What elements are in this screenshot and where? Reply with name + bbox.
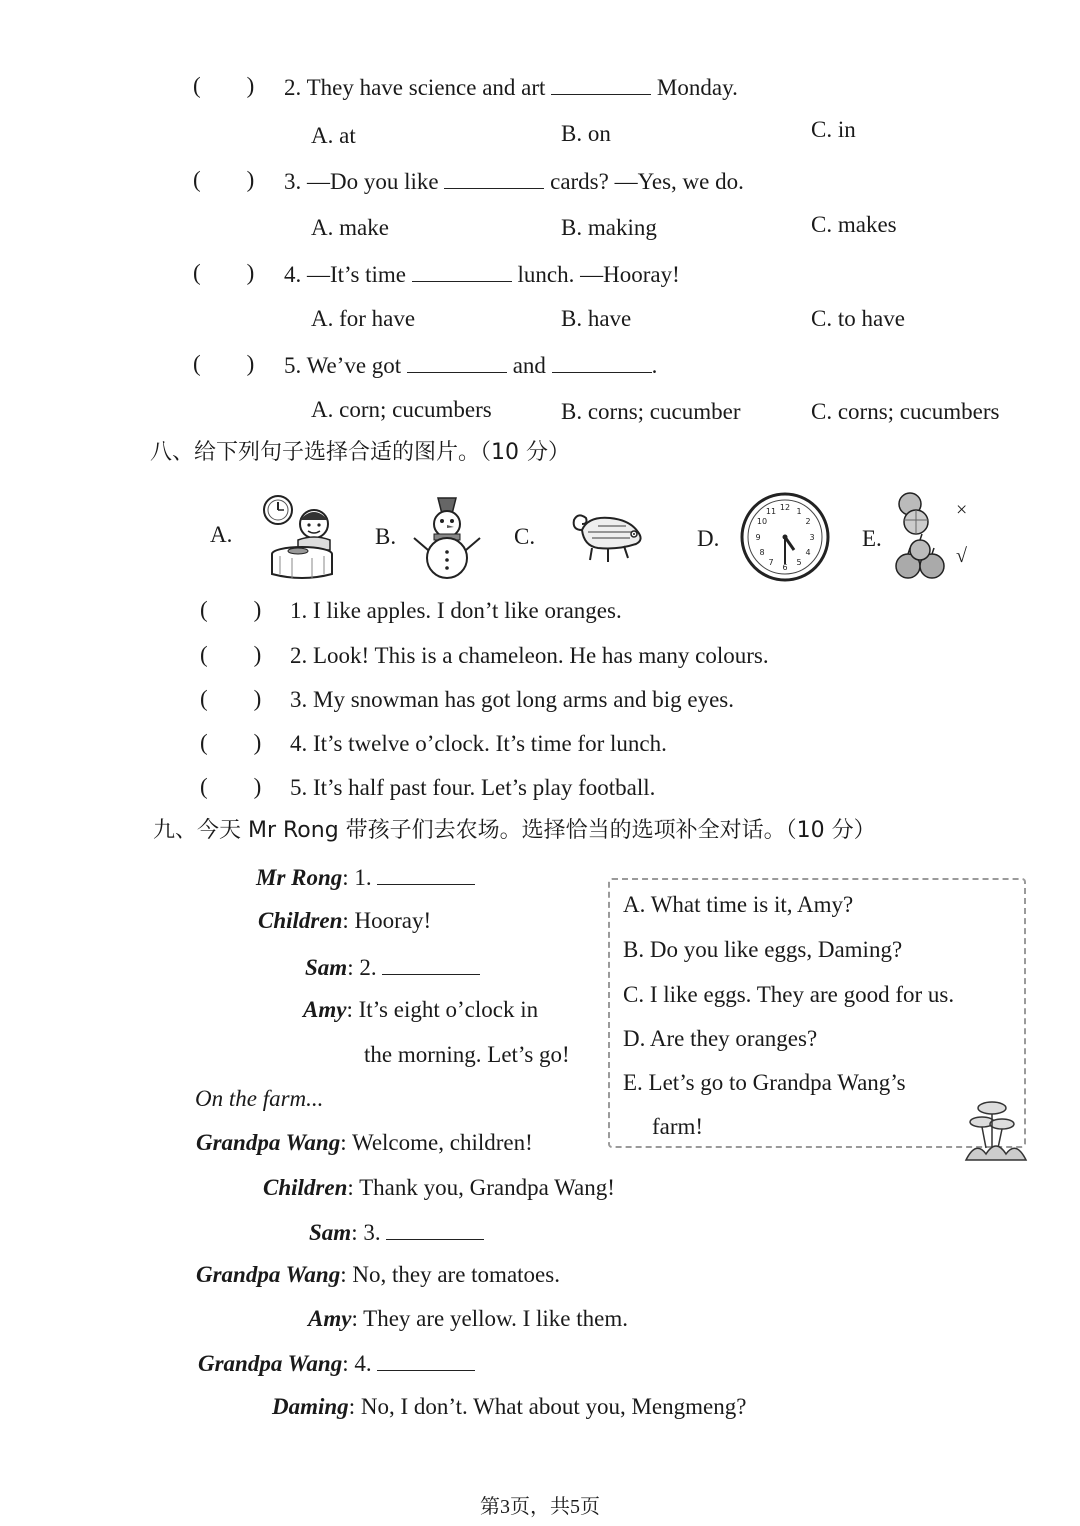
question-text-end: Monday. xyxy=(656,75,738,100)
dialogue-text: : No, I don’t. What about you, Mengmeng? xyxy=(348,1394,747,1419)
oranges-and-apples-icon xyxy=(892,490,952,588)
boy-eating-lunch-with-clock-icon xyxy=(258,494,340,580)
question-3 xyxy=(284,168,744,193)
answer-paren[interactable]: ( ) xyxy=(200,686,262,711)
dialogue-text: : Thank you, Grandpa Wang! xyxy=(347,1175,615,1200)
svg-text:1: 1 xyxy=(796,507,802,516)
dialogue-text: : 1. xyxy=(342,865,372,890)
dialogue-text: : Welcome, children! xyxy=(340,1130,533,1155)
option-a: A. at xyxy=(311,123,356,148)
answer-blank[interactable] xyxy=(386,1219,484,1240)
dialogue-line-8 xyxy=(196,1263,560,1286)
snowman-icon xyxy=(412,494,482,580)
question-text-end: cards? —Yes, we do. xyxy=(550,169,744,194)
sentence-4: 4. It’s twelve o’clock. It’s time for lunch. xyxy=(290,731,667,756)
answer-paren[interactable]: ( ) xyxy=(200,597,262,622)
question-number: 5. xyxy=(284,353,302,378)
speaker-name: Sam xyxy=(309,1220,352,1245)
dialogue-text: : It’s eight o’clock in xyxy=(346,997,539,1022)
dialogue-continuation: the morning. Let’s go! xyxy=(364,1042,570,1067)
dialogue-line-11 xyxy=(272,1395,746,1418)
speaker-name: Grandpa Wang xyxy=(196,1262,341,1287)
answer-blank[interactable] xyxy=(407,352,507,373)
question-text-end: lunch. —Hooray! xyxy=(517,262,680,287)
dialogue-text: : They are yellow. I like them. xyxy=(351,1306,629,1331)
option-a: A. corn; cucumbers xyxy=(311,397,492,422)
question-text-end: . xyxy=(651,353,658,378)
wall-clock-icon xyxy=(740,492,830,582)
svg-text:3: 3 xyxy=(809,533,815,542)
dialogue-text: : Hooray! xyxy=(342,908,432,933)
check-mark: √ xyxy=(956,545,967,567)
dialogue-line-1 xyxy=(256,864,475,889)
answer-paren[interactable]: ( ) xyxy=(193,351,255,376)
svg-text:8: 8 xyxy=(759,548,765,557)
svg-text:6: 6 xyxy=(782,563,788,572)
option-c: C. I like eggs. They are good for us. xyxy=(623,982,955,1007)
section-8-heading: 八、给下列句子选择合适的图片。（10 分） xyxy=(150,440,570,465)
page-footer: 第3页，共5页 xyxy=(480,1496,600,1518)
mushroom-flower-icon xyxy=(962,1098,1030,1168)
option-b: B. making xyxy=(561,215,657,240)
option-a: A. for have xyxy=(311,306,416,331)
svg-text:12: 12 xyxy=(779,503,791,512)
speaker-name: Amy xyxy=(303,997,347,1022)
svg-text:11: 11 xyxy=(765,507,777,516)
dialogue-line-7 xyxy=(309,1219,484,1244)
speaker-name: Children xyxy=(258,908,343,933)
answer-blank[interactable] xyxy=(412,261,512,282)
question-text: —Do you like xyxy=(307,169,439,194)
option-a: A. What time is it, Amy? xyxy=(623,892,854,917)
dialogue-line-4 xyxy=(303,998,538,1021)
dialogue-text: : No, they are tomatoes. xyxy=(340,1262,560,1287)
dialogue-text: : 4. xyxy=(342,1351,372,1376)
chameleon-icon xyxy=(568,508,650,568)
sentence-2: 2. Look! This is a chameleon. He has many colours. xyxy=(290,643,769,668)
answer-paren[interactable]: ( ) xyxy=(200,774,262,799)
option-e-continuation: farm! xyxy=(652,1114,704,1139)
dialogue-line-6 xyxy=(263,1176,615,1199)
answer-blank[interactable] xyxy=(444,168,544,189)
dialogue-line-5 xyxy=(196,1131,533,1154)
answer-paren[interactable]: ( ) xyxy=(200,730,262,755)
section-9-heading: 九、今天 Mr Rong 带孩子们去农场。选择恰当的选项补全对话。（10 分） xyxy=(153,818,876,843)
sentence-5: 5. It’s half past four. Let’s play football. xyxy=(290,775,656,800)
dialogue-line-9 xyxy=(308,1307,628,1330)
question-text: and xyxy=(512,353,546,378)
dialogue-line-2 xyxy=(258,909,431,932)
sentence-1: 1. I like apples. I don’t like oranges. xyxy=(290,598,622,623)
cross-mark: × xyxy=(956,499,968,521)
question-number: 2. xyxy=(284,75,302,100)
svg-text:9: 9 xyxy=(755,533,761,542)
question-4 xyxy=(284,261,680,286)
speaker-name: Grandpa Wang xyxy=(196,1130,341,1155)
answer-blank[interactable] xyxy=(552,352,652,373)
question-number: 4. xyxy=(284,262,302,287)
question-5 xyxy=(284,352,657,377)
svg-text:5: 5 xyxy=(796,558,802,567)
option-d: D. Are they oranges? xyxy=(623,1026,818,1051)
scene-note: On the farm... xyxy=(195,1086,324,1111)
picture-letter-a: A. xyxy=(210,522,233,547)
svg-text:10: 10 xyxy=(756,517,768,526)
speaker-name: Sam xyxy=(305,955,348,980)
answer-blank[interactable] xyxy=(377,1350,475,1371)
question-text: They have science and art xyxy=(306,75,546,100)
speaker-name: Amy xyxy=(308,1306,352,1331)
answer-blank[interactable] xyxy=(382,954,480,975)
speaker-name: Grandpa Wang xyxy=(198,1351,343,1376)
answer-blank[interactable] xyxy=(551,74,651,95)
speaker-name: Mr Rong xyxy=(256,865,343,890)
option-c: C. to have xyxy=(811,306,905,331)
answer-paren[interactable]: ( ) xyxy=(193,167,255,192)
answer-blank[interactable] xyxy=(377,864,475,885)
option-b: B. have xyxy=(561,306,632,331)
svg-text:4: 4 xyxy=(805,548,811,557)
answer-paren[interactable]: ( ) xyxy=(200,642,262,667)
answer-paren[interactable]: ( ) xyxy=(193,260,255,285)
option-c: C. in xyxy=(811,117,856,142)
option-a: A. make xyxy=(311,215,389,240)
svg-text:2: 2 xyxy=(805,517,811,526)
option-c: C. corns; cucumbers xyxy=(811,399,1000,424)
option-c: C. makes xyxy=(811,212,897,237)
option-b: B. on xyxy=(561,121,611,146)
question-number: 3. xyxy=(284,169,302,194)
dialogue-text: : 3. xyxy=(351,1220,381,1245)
question-text: —It’s time xyxy=(307,262,407,287)
option-b: B. corns; cucumber xyxy=(561,399,741,424)
question-text: We’ve got xyxy=(306,353,402,378)
question-2 xyxy=(284,74,738,99)
option-b: B. Do you like eggs, Daming? xyxy=(623,937,903,962)
speaker-name: Children xyxy=(263,1175,348,1200)
picture-letter-b: B. xyxy=(375,524,397,549)
dialogue-line-3 xyxy=(305,954,480,979)
option-e: E. Let’s go to Grandpa Wang’s xyxy=(623,1070,906,1095)
dialogue-line-10 xyxy=(198,1350,475,1375)
answer-paren[interactable]: ( ) xyxy=(193,73,255,98)
sentence-3: 3. My snowman has got long arms and big eyes. xyxy=(290,687,734,712)
picture-letter-d: D. xyxy=(697,526,720,551)
speaker-name: Daming xyxy=(272,1394,349,1419)
dialogue-text: : 2. xyxy=(347,955,377,980)
svg-text:7: 7 xyxy=(768,558,774,567)
picture-letter-e: E. xyxy=(862,526,882,551)
picture-letter-c: C. xyxy=(514,524,536,549)
